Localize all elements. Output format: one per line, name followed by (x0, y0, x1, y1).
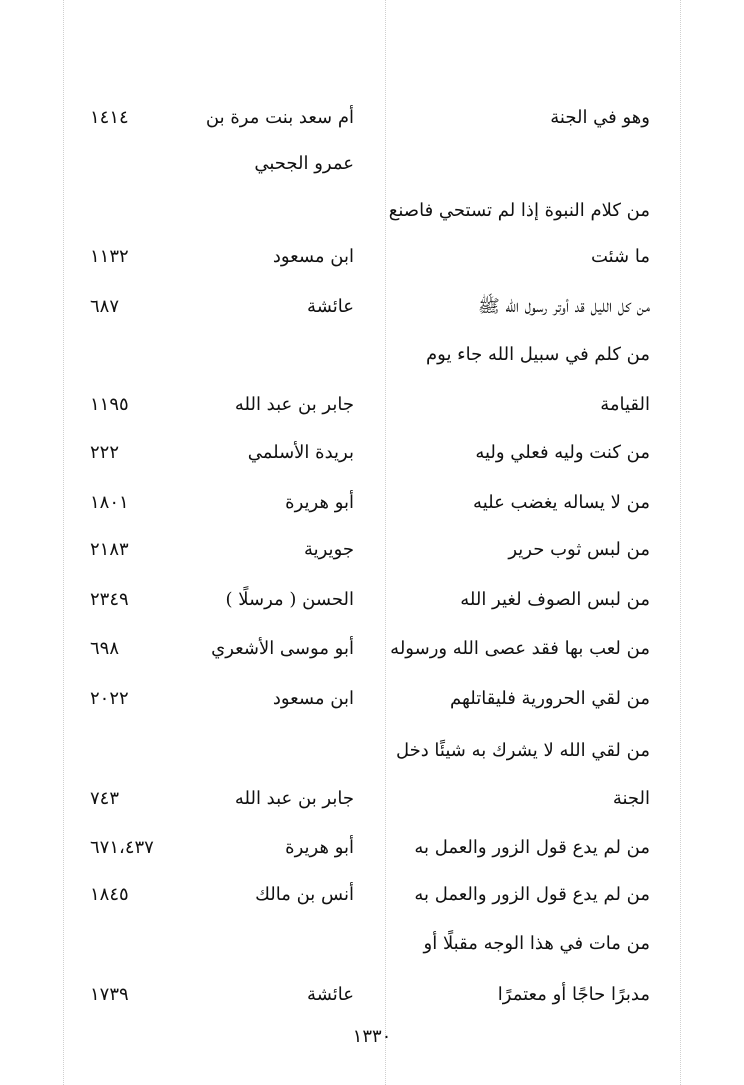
list-item (0, 189, 744, 233)
hadith-number: ١١٣٢ (90, 246, 129, 267)
hadith-text: من كنت وليه فعلي وليه (475, 442, 650, 463)
list-item (0, 235, 744, 279)
hadith-number: ٢١٨٣ (90, 539, 129, 560)
hadith-text: وهو في الجنة (550, 107, 650, 128)
hadith-text: من لم يدع قول الزور والعمل به (414, 884, 650, 905)
hadith-number: ١٨٠١ (90, 492, 129, 513)
narrator-name: ابن مسعود (272, 246, 354, 267)
hadith-text: من لبس الصوف لغير الله (460, 589, 650, 610)
hadith-text: من كلم في سبيل الله جاء يوم (426, 344, 650, 365)
list-item (0, 96, 744, 140)
list-item (0, 777, 744, 821)
list-item (0, 677, 744, 721)
hadith-text: من مات في هذا الوجه مقبلًا أو (423, 933, 650, 954)
hadith-text: من كلام النبوة إذا لم تستحي فاصنع (388, 200, 650, 221)
list-item (0, 383, 744, 427)
list-item (0, 922, 744, 966)
narrator-name: أم سعد بنت مرة بن (205, 107, 354, 128)
hadith-number: ٦٨٧ (90, 296, 120, 317)
hadith-text: الجنة (612, 788, 650, 809)
list-item (0, 528, 744, 572)
narrator-name: أبو موسى الأشعري (211, 638, 354, 659)
hadith-number: ٢٠٢٢ (90, 688, 129, 709)
narrator-name: جويرية (303, 539, 354, 560)
list-item (0, 333, 744, 377)
hadith-number: ١٧٣٩ (90, 984, 129, 1005)
hadith-number: ٢٣٤٩ (90, 589, 129, 610)
hadith-text: من لقي الله لا يشرك به شيئًا دخل (395, 740, 650, 761)
hadith-text: القيامة (600, 394, 650, 415)
page-number: ١٣٣٠ (352, 1026, 392, 1047)
list-item (0, 578, 744, 622)
hadith-text: من لقي الحرورية فليقاتلهم (449, 688, 650, 709)
narrator-name: جابر بن عبد الله (234, 788, 354, 809)
hadith-text: من كل الليل قد أوتر رسول الله ﷺ (477, 296, 650, 317)
list-item (0, 285, 744, 329)
narrator-name: عمرو الجحبي (254, 153, 354, 174)
narrator-name: أبو هريرة (285, 492, 354, 513)
hadith-text: مدبرًا حاجًا أو معتمرًا (497, 984, 650, 1005)
narrator-name: أبو هريرة (285, 837, 354, 858)
hadith-number: ٧٤٣ (90, 788, 120, 809)
narrator-name: الحسن ( مرسلًا ) (225, 589, 354, 610)
hadith-text: من لا يساله يغضب عليه (473, 492, 650, 513)
narrator-name: عائشة (307, 984, 354, 1005)
list-item (0, 431, 744, 475)
list-item (0, 873, 744, 917)
hadith-number: ١٤١٤ (90, 107, 129, 128)
list-item (0, 481, 744, 525)
list-item (0, 729, 744, 773)
hadith-number: ٢٢٢ (90, 442, 120, 463)
hadith-number: ٦٧١،٤٣٧ (90, 837, 154, 858)
list-item (0, 826, 744, 870)
narrator-name: عائشة (307, 296, 354, 317)
hadith-text: ما شئت (590, 246, 650, 267)
hadith-text: من لم يدع قول الزور والعمل به (414, 837, 650, 858)
narrator-name: جابر بن عبد الله (234, 394, 354, 415)
list-item (0, 142, 744, 186)
narrator-name: أنس بن مالك (255, 884, 354, 905)
hadith-text: من لعب بها فقد عصى الله ورسوله (390, 638, 650, 659)
narrator-name: ابن مسعود (272, 688, 354, 709)
hadith-text: من لبس ثوب حرير (508, 539, 650, 560)
list-item (0, 973, 744, 1017)
hadith-number: ١٨٤٥ (90, 884, 129, 905)
narrator-name: بريدة الأسلمي (247, 442, 354, 463)
hadith-number: ٦٩٨ (90, 638, 120, 659)
hadith-number: ١١٩٥ (90, 394, 129, 415)
list-item (0, 627, 744, 671)
